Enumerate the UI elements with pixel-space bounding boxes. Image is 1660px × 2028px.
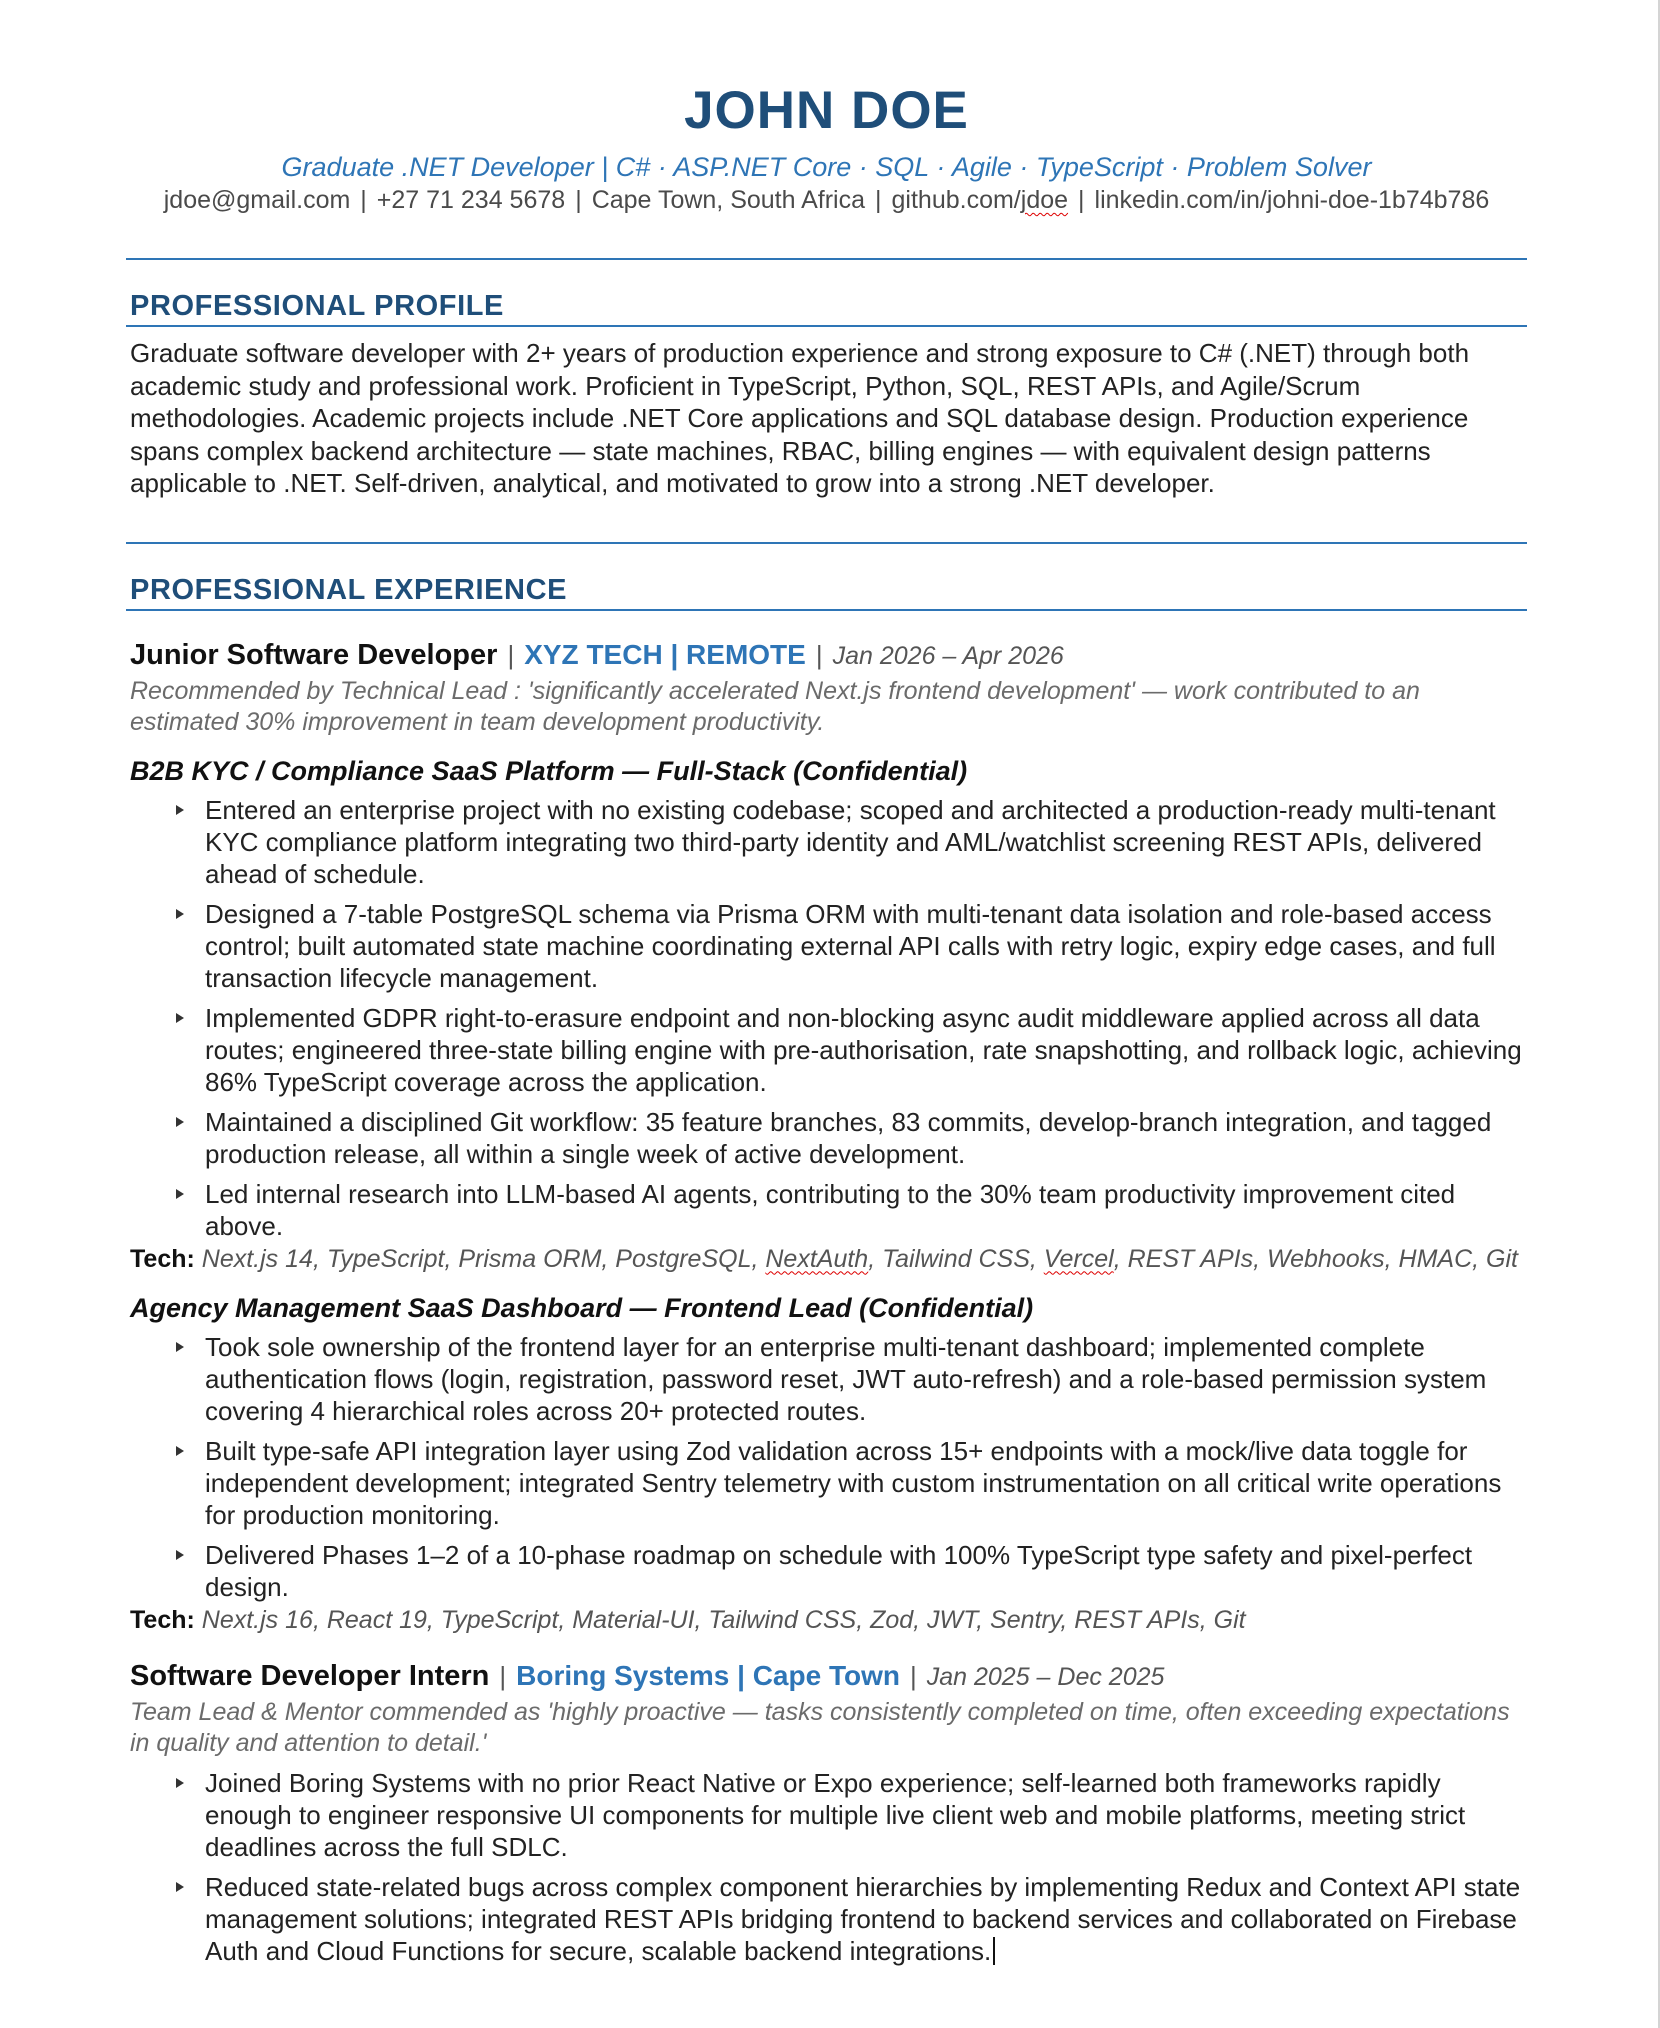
contact-linkedin: linkedin.com/in/johni-doe-1b74b786 — [1094, 186, 1490, 214]
tech-label: Tech: — [130, 1605, 195, 1634]
job-recommendation: Team Lead & Mentor commended as 'highly proactive — tasks consistently completed on time, often exceeding expectations in quality and attention to detail.' — [130, 1697, 1510, 1757]
section-underline — [126, 325, 1527, 327]
bullet-item — [130, 1002, 1523, 1098]
section-title-experience: PROFESSIONAL EXPERIENCE — [130, 573, 568, 606]
bullet-triangle-icon — [176, 805, 184, 815]
bullet-item — [130, 1539, 1523, 1603]
bullet-text: Entered an enterprise project with no existing codebase; scoped and architected a production-ready multi-tenant KYC compliance platform integrating two third-party identity and AML/watchlist screening REST APIs, delivered ahead of schedule. — [205, 794, 1496, 889]
bullet-text: Joined Boring Systems with no prior React Native or Expo experience; self-learned both frameworks rapidly enough to engineer responsive UI components for multiple live client web and mobile platforms, meeting strict deadlines across the full SDLC. — [205, 1767, 1466, 1862]
job-title: Junior Software Developer — [130, 638, 498, 671]
experience-section — [130, 572, 1523, 1967]
bullet-item — [130, 1435, 1523, 1531]
project-title: Agency Management SaaS Dashboard — Frontend Lead (Confidential) — [130, 1292, 1034, 1323]
tech-stack — [130, 1605, 1523, 1636]
bullet-triangle-icon — [176, 1117, 184, 1127]
bullet-triangle-icon — [176, 1778, 184, 1788]
tech-text-flagged: Vercel — [1043, 1244, 1114, 1273]
candidate-name: JOHN DOE — [684, 81, 969, 140]
bullet-item — [130, 1767, 1523, 1863]
bullet-text: Built type-safe API integration layer using Zod validation across 15+ endpoints with a mock/live data toggle for independent development; integrated Sentry telemetry with custom instrumentation on all critical write operations for production monitoring. — [205, 1435, 1502, 1530]
bullet-item — [130, 898, 1523, 994]
bullet-item — [130, 1178, 1523, 1242]
separator: | — [575, 186, 582, 214]
bullet-text: Led internal research into LLM-based AI agents, contributing to the 30% team productivity improvement cited above. — [205, 1178, 1456, 1241]
project-title: B2B KYC / Compliance SaaS Platform — Full-Stack (Confidential) — [130, 755, 968, 786]
separator: | — [909, 1660, 917, 1691]
job-bullets — [130, 1767, 1523, 1967]
bullet-triangle-icon — [176, 1189, 184, 1199]
job-entry — [130, 1658, 1523, 1967]
job-header — [130, 1658, 1523, 1695]
job-entry — [130, 637, 1523, 1636]
job-dates: Jan 2026 – Apr 2026 — [832, 641, 1064, 670]
bullet-text: Implemented GDPR right-to-erasure endpoint and non-blocking async audit middleware applied across all data routes; engineered three-state billing engine with pre-authorisation, rate snapshotting, and rollback logic, achieving 86% TypeScript coverage across the application. — [205, 1002, 1522, 1097]
separator: | — [1078, 186, 1085, 214]
tagline: Graduate .NET Developer | C# · ASP.NET Core · SQL · Agile · TypeScript · Problem Solver — [281, 152, 1372, 182]
bullet-triangle-icon — [176, 1342, 184, 1352]
tech-label: Tech: — [130, 1244, 195, 1273]
section-title-profile: PROFESSIONAL PROFILE — [130, 290, 505, 322]
bullet-text: Took sole ownership of the frontend layer for an enterprise multi-tenant dashboard; implemented complete authentication flows (login, registration, password reset, JWT auto-refresh) and a role-based permission system covering 4 hierarchical roles across 20+ protected routes. — [205, 1331, 1487, 1426]
tech-text: , REST APIs, Webhooks, HMAC, Git — [1113, 1244, 1518, 1273]
contact-phone: +27 71 234 5678 — [376, 186, 566, 214]
project-bullets — [130, 1331, 1523, 1603]
tech-text-flagged: NextAuth — [765, 1244, 869, 1273]
bullet-text: Designed a 7-table PostgreSQL schema via Prisma ORM with multi-tenant data isolation and role-based access control; built automated state machine coordinating external API calls with retry logic, expiry edge cases, and full transaction lifecycle management. — [205, 898, 1496, 993]
bullet-item — [130, 1106, 1523, 1170]
bullet-triangle-icon — [176, 1882, 184, 1892]
job-title: Software Developer Intern — [130, 1659, 490, 1692]
tech-text: , Tailwind CSS, — [868, 1244, 1044, 1273]
text-cursor — [993, 1937, 995, 1965]
bullet-text: Maintained a disciplined Git workflow: 35 feature branches, 83 commits, develop-branch integration, and tagged production release, all within a single week of active development. — [205, 1106, 1492, 1169]
resume-header — [130, 78, 1523, 216]
github-username: jdoe — [1020, 186, 1069, 214]
bullet-item — [130, 1871, 1523, 1967]
tech-stack — [130, 1244, 1523, 1275]
profile-section — [130, 288, 1523, 500]
bullet-triangle-icon — [176, 909, 184, 919]
job-dates: Jan 2025 – Dec 2025 — [926, 1662, 1165, 1691]
bullet-triangle-icon — [176, 1446, 184, 1456]
job-recommendation: Recommended by Technical Lead : 'significantly accelerated Next.js frontend development' — work contributed to an estimated 30% improvement in team development productivity. — [130, 676, 1420, 736]
separator: | — [360, 186, 367, 214]
contact-github — [892, 186, 1069, 214]
tech-list — [202, 1245, 1518, 1273]
contact-location: Cape Town, South Africa — [591, 186, 866, 214]
separator: | — [499, 1660, 507, 1691]
section-divider — [126, 258, 1527, 260]
job-company: XYZ TECH | REMOTE — [524, 638, 806, 670]
separator: | — [815, 639, 823, 670]
project-bullets — [130, 794, 1523, 1242]
resume-page — [130, 78, 1523, 1975]
section-underline — [126, 609, 1527, 611]
profile-text: Graduate software developer with 2+ years of production experience and strong exposure to C# (.NET) through both academic study and professional work. Proficient in TypeScript, Python, SQL, REST APIs, and Agile/Scrum methodologies. Academic projects include .NET Core applications and SQL database design. Production experience spans complex backend architecture — state machines, RBAC, billing engines — with equivalent design patterns applicable to .NET. Self-driven, analytical, and motivated to grow into a strong .NET developer. — [130, 338, 1470, 498]
separator: | — [875, 186, 882, 214]
job-company: Boring Systems | Cape Town — [516, 1659, 900, 1691]
bullet-triangle-icon — [176, 1013, 184, 1023]
tech-text: Next.js 14, TypeScript, Prisma ORM, PostgreSQL, — [201, 1244, 766, 1273]
bullet-text: Reduced state-related bugs across complex component hierarchies by implementing Redux and Context API state management solutions; integrated REST APIs bridging frontend to backend services and collaborated on Firebase Auth and Cloud Functions for secure, scalable backend integrations. — [205, 1871, 1521, 1966]
tech-list: Next.js 16, React 19, TypeScript, Material-UI, Tailwind CSS, Zod, JWT, Sentry, REST APIs, Git — [201, 1605, 1246, 1634]
bullet-item — [130, 794, 1523, 890]
contact-email: jdoe@gmail.com — [163, 186, 351, 214]
bullet-text: Delivered Phases 1–2 of a 10-phase roadmap on schedule with 100% TypeScript type safety and pixel-perfect design. — [205, 1539, 1473, 1602]
bullet-item — [130, 1331, 1523, 1427]
contact-line — [130, 184, 1523, 216]
job-header — [130, 637, 1523, 674]
bullet-triangle-icon — [176, 1550, 184, 1560]
github-prefix: github.com/ — [891, 186, 1021, 214]
section-divider — [126, 542, 1527, 544]
separator: | — [507, 639, 515, 670]
